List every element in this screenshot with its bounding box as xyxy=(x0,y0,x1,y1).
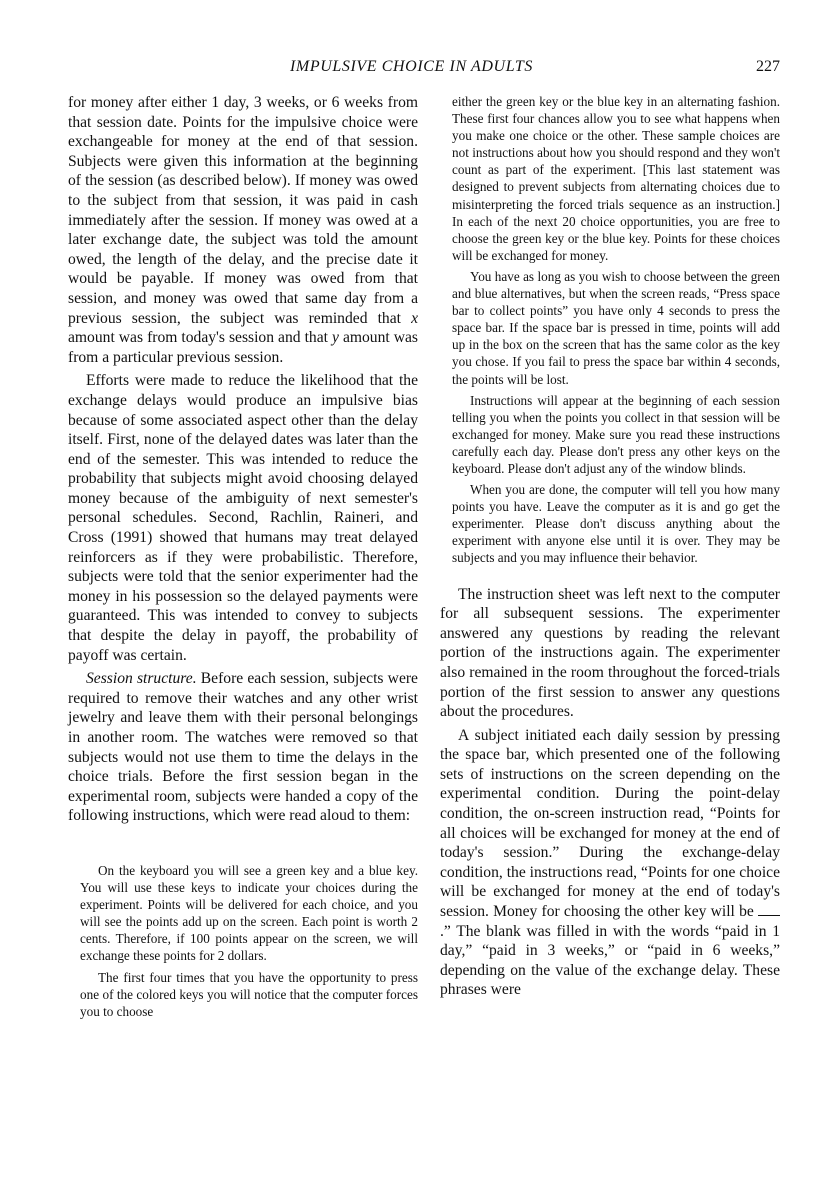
page-header xyxy=(68,58,780,78)
running-title: IMPULSIVE CHOICE IN ADULTS xyxy=(290,58,533,75)
instruction-quote-forced-trials: The first four times that you have the opportunity to press one of the colored keys you will notice that the computer forces you to choose xyxy=(80,969,418,1019)
blank-line xyxy=(758,903,780,916)
instruction-quote-space-bar: You have as long as you wish to choose between the green and blue alternatives, but when the screen reads, “Press space bar to collect points” you have only 4 seconds to press the space bar. If the space bar is pressed in time, points will add up in the box on the screen that has the same color as the key you chose. If you fail to press the space bar within 4 seconds, the points will be lost. xyxy=(452,268,780,387)
left-column xyxy=(68,93,418,1020)
paragraph-instruction-sheet: The instruction sheet was left next to the computer for all subsequent sessions. The experimenter answered any questions by reading the relevant portion of the instructions again. The experimenter also remained in the room throughout the forced-trials portion of the first session to answer any questions about the procedures. xyxy=(440,585,780,721)
instruction-quote-session-notice: Instructions will appear at the beginning of each session telling you when the points you collect in that session will be exchanged for money. Make sure you read these instructions carefully each day. Please don't press any other keys on the keyboard. Please don't adjust any of the window blinds. xyxy=(452,392,780,476)
variable-y: y xyxy=(331,329,339,347)
paragraph-exchange-payment: for money after either 1 day, 3 weeks, or 6 weeks from that session date. Points for the impulsive choice were exchangeable for money at the end of that session. Subjects were given this information at the beginning of the session (as described below). If money was owed to the subject from that session, it was paid in cash immediately after the session. If money was owed at a later exchange date, the subject was told the amount owed, the length of the delay, and the precise date it would be payable. If money was owed from that session, and money was owed that same day from a previous session, the subject was reminded that x amount was from today's session and that y amount was from a particular previous session. xyxy=(68,94,418,366)
right-column xyxy=(440,93,780,1000)
page-number: 227 xyxy=(756,58,780,75)
paragraph-bias-reduction: Efforts were made to reduce the likelihood that the exchange delays would produce an impulsive bias because of some associated aspect other than the delay itself. First, none of the delayed dates was later than the end of the semester. This was intended to reduce the probability that subjects might avoid choosing delayed money because of the ambiguity of next semester's personal schedules. Second, Rachlin, Raineri, and Cross (1991) showed that humans may treat delayed reinforcers as if they were probabilistic. Therefore, subjects were told that the senior experimenter had the money in his possession so the delayed payments were guaranteed. This was intended to convey to subjects that despite the delay in payoff, the probability of payoff was certain. xyxy=(68,372,418,664)
section-heading-session-structure: Session structure. xyxy=(86,670,197,688)
instruction-quote-completion: When you are done, the computer will tell you how many points you have. Leave the computer as it is and go get the experimenter. Please don't discuss anything about the experiment with anyone else until it is over. They may be subjects and you may influence their behavior. xyxy=(452,482,780,566)
variable-x: x xyxy=(411,309,418,327)
paragraph-session-structure: Session structure. Before each session, subjects were required to remove their watches and any other wrist jewelry and leave them with their personal belongings in another room. The watches were removed so that subjects would not use them to time the delays in the choice trials. Before the first session began in the experimental room, subjects were handed a copy of the following instructions, which were read aloud to them: xyxy=(68,670,418,825)
instruction-quote-forced-trials-continued: either the green key or the blue key in an alternating fashion. These first four chances allow you to see what happens when you make one choice or the other. These sample choices are not instructions about how you should respond and they won't count as part of the experiment. [This last statement was designed to prevent subjects from alternating choices due to misinterpreting the forced trials sequence as an instruction.] In each of the next 20 choice opportunities, you are free to choose the green key or the blue key. Points for these choices will be exchanged for money. xyxy=(452,94,780,263)
instruction-quote-keyboard: On the keyboard you will see a green key and a blue key. You will use these keys to indicate your choices during the experiment. Points will be delivered for each choice, and you will see the points add up on the screen. Each point is worth 2 cents. Therefore, if 100 points appear on the screen, we will exchange these points for 2 dollars. xyxy=(80,862,418,964)
paragraph-daily-session: A subject initiated each daily session by pressing the space bar, which presented one of the following sets of instructions on the screen depending on the experimental condition. During the point-delay condition, the on-screen instruction read, “Points for all choices will be exchanged for money at the end of today's session.” During the exchange-delay condition, the instructions read, “Points for one choice will be exchanged for money at the end of today's session. Money for choosing the other key will be .” The blank was filled in with the words “paid in 1 day,” “paid in 3 weeks,” or “paid in 6 weeks,” depending on the value of the exchange delay. These phrases were xyxy=(440,726,780,999)
